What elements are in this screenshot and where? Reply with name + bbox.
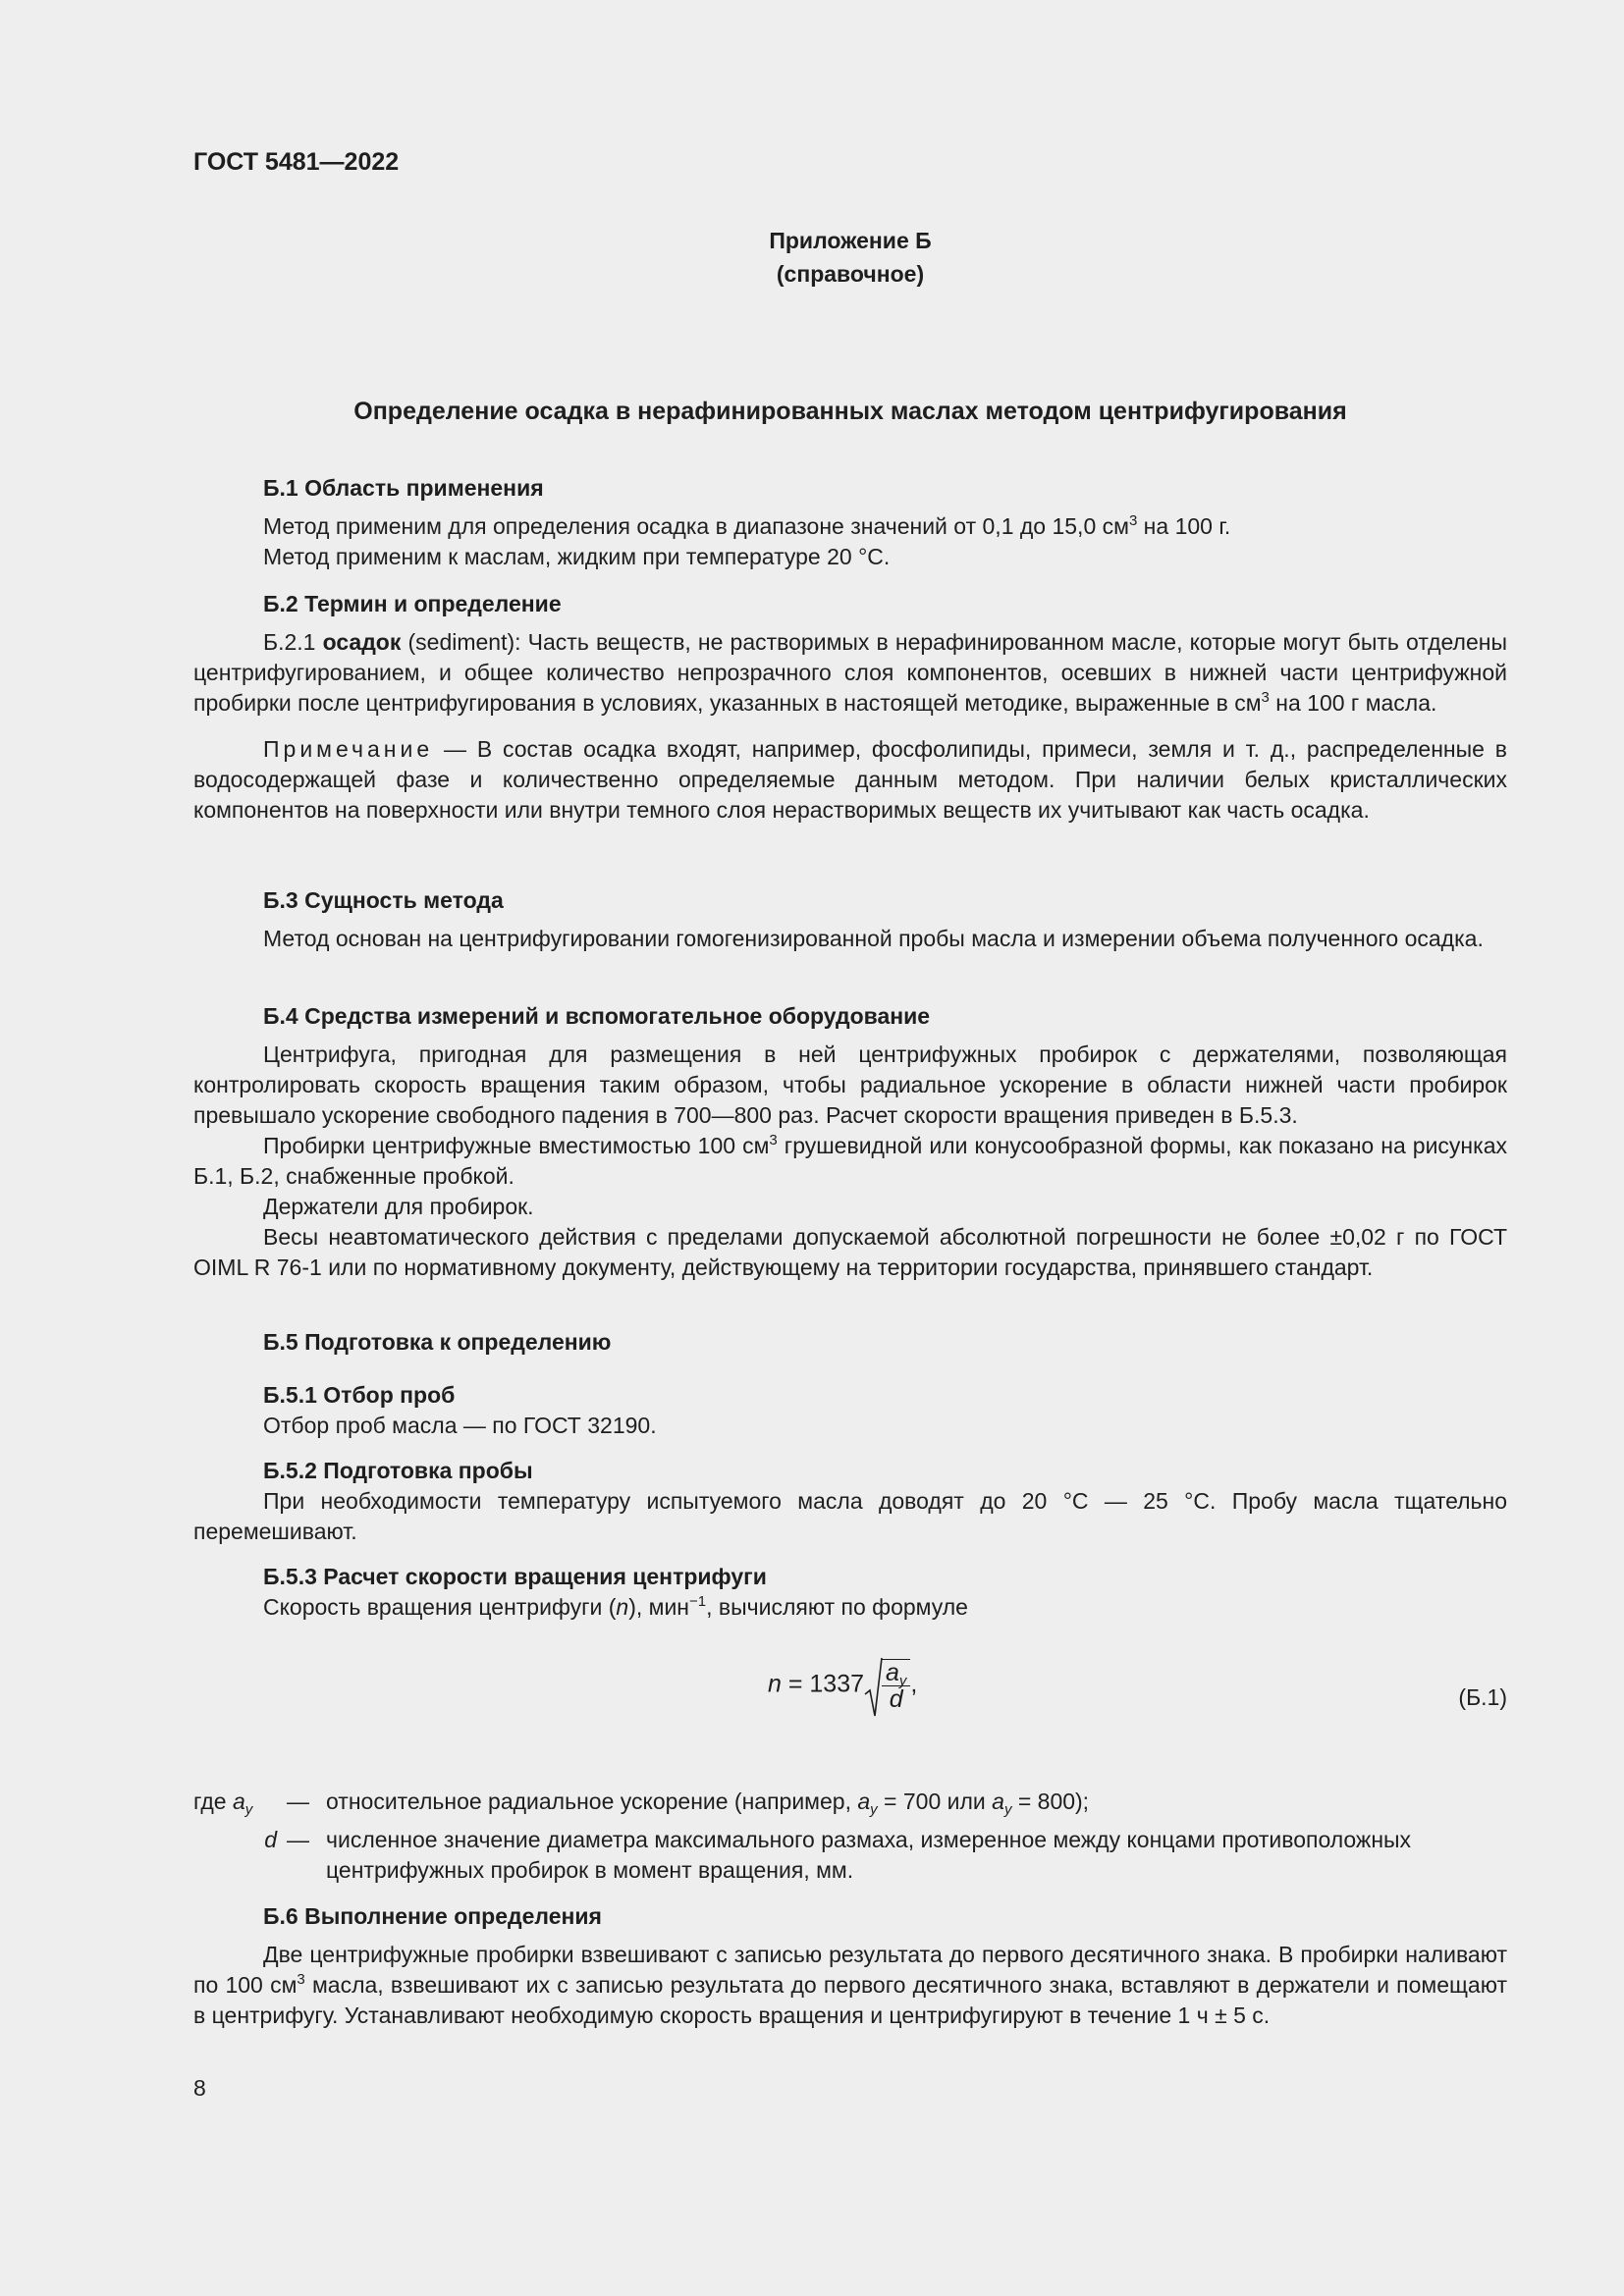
section-b4-p3: Держатели для пробирок. [263,1194,534,1219]
section-b5 [193,1327,1507,1623]
note [193,734,1507,826]
b6-text: Две центрифужные пробирки взвешивают с записью результата до первого десятичного знака. В пробирки наливают по 100 см [193,1942,1507,1998]
variable-a: a [232,1789,245,1814]
b1-line1-text: Метод применим для определения осадка в диапазоне значений от 0,1 до 15,0 см [263,513,1129,539]
ay-text-tail: = 800); [1011,1789,1090,1814]
section-b51-text: Отбор проб масла — по ГОСТ 32190. [263,1413,657,1438]
term-name: осадок [322,629,402,655]
section-b4-heading: Б.4 Средства измерений и вспомогательное оборудование [263,1003,931,1029]
variable-a: a [857,1789,871,1814]
section-b3-heading: Б.3 Сущность метода [263,887,504,913]
section-b2 [193,589,1507,826]
legend-dash: — [287,1789,309,1814]
superscript: 3 [1128,512,1138,529]
section-b53-text [193,1592,1507,1623]
section-b1-heading: Б.1 Область применения [263,475,544,501]
section-b6-heading: Б.6 Выполнение определения [263,1903,602,1929]
legend-text-ay [326,1787,1507,1817]
section-b3 [193,885,1507,954]
radical-sign-icon [864,1657,884,1718]
legend-dash: — [287,1827,309,1852]
section-b6 [193,1901,1507,2031]
subscript: y [898,1673,907,1689]
section-b4-p4: Весы неавтоматического действия с пределами допускаемой абсолютной погрешности не более ±0,02 г по ГОСТ OIML R 76-1 или по нормативному документу, действующему на территории государства, принявшего стандарт. [193,1224,1507,1280]
ay-text: относительное радиальное ускорение (например, [326,1789,858,1814]
section-b6-text [193,1940,1507,2031]
superscript: 3 [297,1971,305,1988]
where-word: где [193,1789,233,1814]
section-b52-text: При необходимости температуру испытуемого масла доводят до 20 °С — 25 °С. Пробу масла тщательно перемешивают. [193,1488,1507,1544]
formula-coefficient: = 1337 [781,1670,865,1698]
section-b51-heading: Б.5.1 Отбор проб [263,1382,456,1408]
section-b3-text: Метод основан на центрифугировании гомогенизированной пробы масла и измерении объема полученного осадка. [263,926,1484,951]
annex-title: Приложение Б [769,228,932,253]
subscript: y [1003,1801,1012,1818]
variable-d: d [264,1827,277,1852]
term-definition-tail: на 100 г масла. [1269,690,1437,716]
formula-comma: , [910,1670,918,1698]
document-title: Определение осадка в нерафинированных маслах методом центрифугирования [353,398,1347,425]
ay-text-mid: = 700 или [877,1789,993,1814]
superscript: 3 [1261,689,1270,706]
annex-subtitle: (справочное) [776,261,925,287]
legend-symbol-d [193,1825,277,1855]
standard-header: ГОСТ 5481—2022 [193,148,400,176]
b4-p2-tail: грушевидной или конусообразной формы, как показано на рисунках Б.1, Б.2, снабженные пробкой. [193,1133,1507,1189]
fraction-denominator: d [889,1685,903,1713]
section-b4-p1: Центрифуга, пригодная для размещения в ней центрифужных пробирок с держателями, позволяющая контролировать скорость вращения таким образом, чтобы радиальное ускорение в области нижней части пробирок превышало ускорение свободного падения в 700—800 раз. Расчет скорости вращения приведен в Б.5.3. [193,1041,1507,1128]
section-b52-heading: Б.5.2 Подготовка пробы [263,1458,533,1483]
b1-line1-tail: на 100 г. [1137,513,1231,539]
document-page [193,0,1507,2296]
b53-unit: ), мин [628,1594,690,1620]
note-label: Примечание [263,736,434,762]
variable-a: a [992,1789,1004,1814]
formula-block [193,1659,1507,1737]
formula [768,1659,917,1712]
formula-legend [193,1787,1507,1886]
term-number: Б.2.1 [263,629,323,655]
section-b2-heading: Б.2 Термин и определение [263,591,562,616]
annex-heading [193,224,1507,291]
section-b1-line1 [193,511,1507,542]
legend-row-d-cont [193,1855,1507,1886]
section-b4 [193,1001,1507,1283]
term-definition-text: (sediment): Часть веществ, не растворимых в нерафинированном масле, которые могут быть отделены центрифугированием, и общее количество непрозрачного слоя компонентов, осевших в нижней части центрифужной пробирки после центрифугирования в условиях, указанных в настоящей методике, выраженные в см [193,629,1507,716]
superscript: −1 [689,1593,707,1610]
section-b1-line2: Метод применим к маслам, жидким при температуре 20 °С. [263,544,891,569]
legend-text-d: численное значение диаметра максимального размаха, измеренное между концами противоположных [326,1827,1412,1852]
fraction [882,1660,910,1712]
legend-text-d-cont: центрифужных пробирок в момент вращения, мм. [326,1857,854,1883]
b6-text-tail: масла, взвешивают их с записью результата до первого десятичного знака, вставляют в держатели и помещают в центрифугу. Устанавливают необходимую скорость вращения и центрифугируют в течение 1 ч ± 5 с. [193,1972,1508,2028]
formula-lhs: n [768,1670,782,1698]
square-root [864,1659,910,1712]
term-definition [193,627,1507,719]
page-number: 8 [193,2075,206,2101]
variable-n: n [616,1594,629,1620]
note-text: — В состав осадка входят, например, фосфолипиды, примеси, земля и т. д., распределенные в водосодержащей фазе и количественно определяемые данным методом. При наличии белых кристаллических компонентов на поверхности или внутри темного слоя нерастворимых веществ их учитывают как часть осадка. [193,736,1507,823]
formula-number: (Б.1) [1458,1684,1507,1710]
section-b5-heading: Б.5 Подготовка к определению [263,1329,612,1355]
subscript: y [244,1801,253,1818]
b4-p2-text: Пробирки центрифужные вместимостью 100 см [263,1133,770,1158]
b53-text: Скорость вращения центрифуги ( [263,1594,617,1620]
radicand [882,1659,910,1712]
section-b1 [193,473,1507,572]
legend-row-d [193,1825,1507,1855]
b53-tail: , вычисляют по формуле [706,1594,968,1620]
superscript: 3 [769,1132,778,1148]
legend-symbol-ay [193,1787,277,1817]
subscript: y [870,1801,878,1818]
fraction-numerator [882,1659,910,1689]
section-b4-p2 [193,1131,1507,1192]
legend-row-ay [193,1787,1507,1817]
variable-a: a [886,1659,899,1686]
section-b53-heading: Б.5.3 Расчет скорости вращения центрифуги [263,1564,767,1589]
